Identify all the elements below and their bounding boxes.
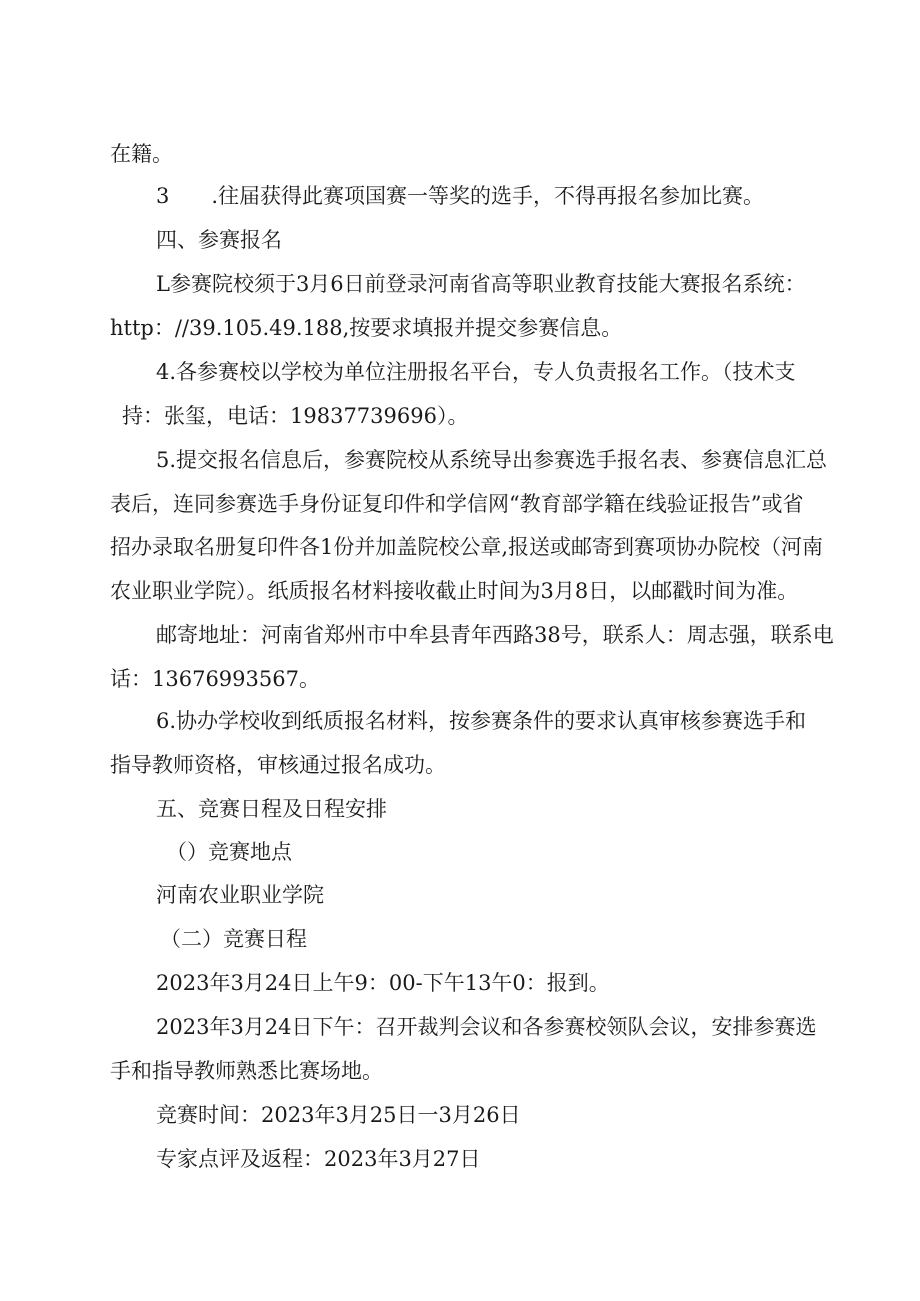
- text-line: http：//39.105.49.188,按要求填报并提交参赛信息。: [110, 316, 623, 340]
- text-line: 河南农业职业学院: [156, 883, 324, 907]
- text-line: 手和指导教师熟悉比赛场地。: [110, 1059, 383, 1083]
- text-line: 指导教师资格，审核通过报名成功。: [110, 753, 446, 777]
- text-line: 在籍。: [110, 142, 173, 166]
- text-line: 表后，连同参赛选手身份证复印件和学信网“教育部学籍在线验证报告”或省: [110, 492, 804, 516]
- text-line: 3 .往届获得此赛项国赛一等奖的选手，不得再报名参加比赛。: [156, 184, 765, 208]
- text-line: 6.协办学校收到纸质报名材料，按参赛条件的要求认真审核参赛选手和: [156, 709, 807, 733]
- text-line: 招办录取名册复印件各1份并加盖院校公章,报送或邮寄到赛项协办院校（河南: [110, 535, 824, 559]
- text-line: L参赛院校须于3月6日前登录河南省高等职业教育技能大赛报名系统：: [156, 272, 806, 296]
- text-line: 4.各参赛校以学校为单位注册报名平台，专人负责报名工作。（技术支: [156, 360, 796, 384]
- text-line: 2023年3月24日上午9：00-下午13午0：报到。: [156, 971, 610, 995]
- text-line: 5.提交报名信息后，参赛院校从系统导出参赛选手报名表、参赛信息汇总: [156, 448, 828, 472]
- text-line: 话：13676993567。: [110, 667, 320, 691]
- text-line: 专家点评及返程：2023年3月27日: [156, 1147, 481, 1171]
- text-line: 2023年3月24日下午：召开裁判会议和各参赛校领队会议，安排参赛选: [156, 1015, 817, 1039]
- subsection-heading: （）竞赛地点: [166, 840, 292, 864]
- text-line: 邮寄地址：河南省郑州市中牟县青年西路38号，联系人：周志强，联系电: [156, 623, 834, 647]
- section-heading: 五、竞赛日程及日程安排: [156, 797, 387, 821]
- text-line: 农业职业学院）。纸质报名材料接收截止时间为3月8日，以邮戳时间为准。: [110, 579, 799, 603]
- text-line: 持：张玺，电话：19837739696）。: [122, 404, 469, 428]
- section-heading: 四、参赛报名: [156, 228, 282, 252]
- subsection-heading: （二）竞赛日程: [160, 927, 307, 951]
- text-line: 竞赛时间：2023年3月25日一3月26日: [156, 1103, 521, 1127]
